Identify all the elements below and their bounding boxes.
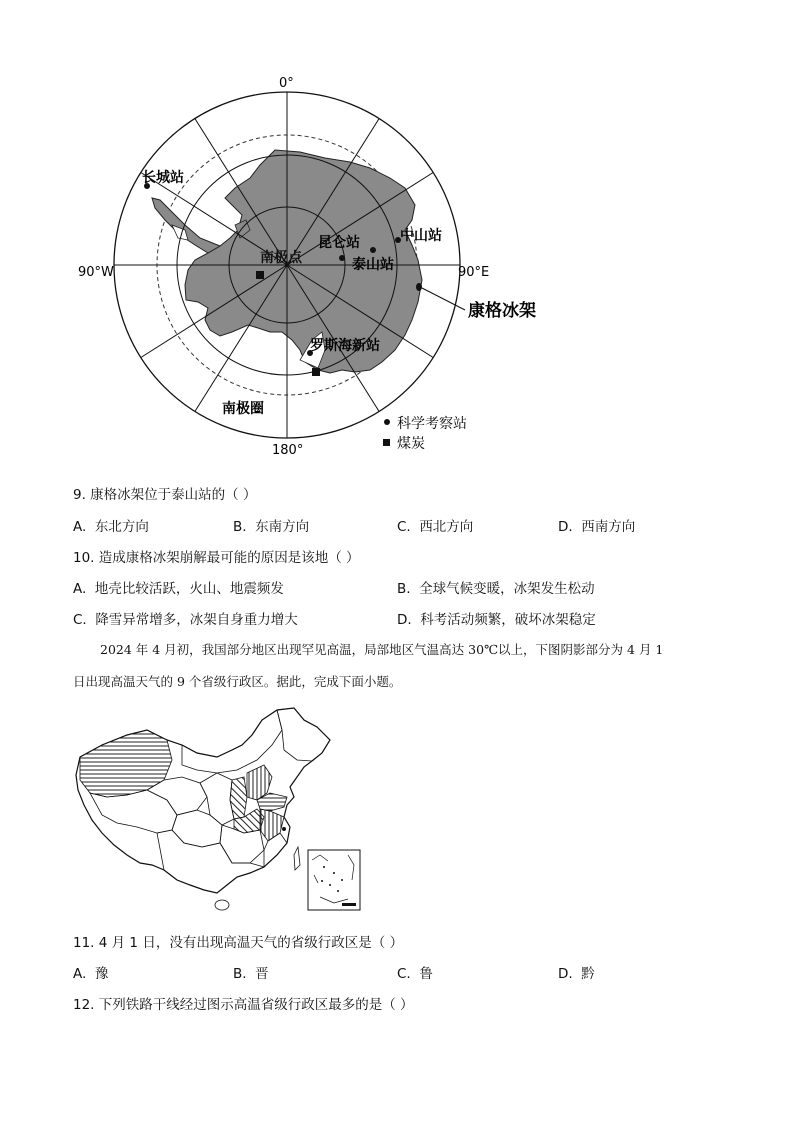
label-changcheng: 长城站 bbox=[142, 170, 184, 186]
option-text: 降雪异常增多，冰架自身重力增大 bbox=[95, 612, 298, 628]
option-text: 晋 bbox=[255, 966, 269, 982]
legend-coal-label: 煤炭 bbox=[397, 436, 425, 452]
kangge-marker bbox=[416, 283, 422, 291]
label-90e: 90°E bbox=[458, 265, 490, 280]
option-text: 黔 bbox=[581, 966, 595, 982]
station-dot-kunlun bbox=[339, 255, 345, 261]
legend-station-label: 科学考察站 bbox=[397, 416, 467, 432]
option-letter: B. bbox=[233, 519, 247, 535]
option-text: 全球气候变暖，冰架发生松动 bbox=[419, 581, 595, 597]
question-12-stem: 12. 下列铁路干线经过图示高温省级行政区最多的是（ ） bbox=[73, 997, 414, 1013]
question-10-stem: 10. 造成康格冰架崩解最可能的原因是该地（ ） bbox=[73, 550, 360, 566]
option-text: 东南方向 bbox=[255, 519, 310, 535]
label-antarctic-circle: 南极圈 bbox=[222, 401, 264, 417]
label-90w: 90°W bbox=[78, 265, 114, 280]
option-text: 地壳比较活跃，火山、地震频发 bbox=[94, 581, 284, 597]
question-9-stem: 9. 康格冰架位于泰山站的（ ） bbox=[73, 487, 257, 503]
china-outline bbox=[76, 708, 330, 893]
q9-option-b[interactable] bbox=[233, 515, 309, 535]
option-letter: C. bbox=[397, 519, 411, 535]
option-text: 西北方向 bbox=[419, 519, 474, 535]
q11-option-d[interactable] bbox=[558, 962, 595, 982]
option-text: 鲁 bbox=[419, 966, 433, 982]
question-11-stem: 11. 4 月 1 日，没有出现高温天气的省级行政区是（ ） bbox=[73, 935, 404, 951]
option-letter: A. bbox=[73, 581, 87, 597]
coal-marker bbox=[256, 271, 264, 279]
passage-line-2: 日出现高温天气的 9 个省级行政区。据此，完成下面小题。 bbox=[73, 674, 402, 689]
legend-coal-square bbox=[383, 439, 390, 446]
q11-option-c[interactable] bbox=[397, 962, 433, 982]
antarctic-peninsula bbox=[152, 198, 220, 253]
option-letter: C. bbox=[397, 966, 411, 982]
option-letter: D. bbox=[397, 612, 412, 628]
q11-option-a[interactable] bbox=[73, 962, 108, 982]
region-hainan bbox=[215, 900, 229, 910]
label-taishan: 泰山站 bbox=[352, 257, 394, 273]
option-text: 西南方向 bbox=[581, 519, 636, 535]
option-letter: B. bbox=[397, 581, 411, 597]
option-letter: C. bbox=[73, 612, 87, 628]
station-dot-taishan bbox=[370, 247, 376, 253]
label-luosihai: 罗斯海新站 bbox=[310, 338, 380, 354]
label-south-pole: 南极点 bbox=[260, 250, 302, 266]
label-kangge: 康格冰架 bbox=[468, 301, 536, 321]
q9-option-d[interactable] bbox=[558, 515, 635, 535]
label-0-degree: 0° bbox=[279, 76, 294, 91]
coal-marker bbox=[312, 368, 320, 376]
china-map bbox=[72, 705, 372, 915]
label-zhongshan: 中山站 bbox=[400, 228, 442, 244]
option-text: 科考活动频繁，破坏冰架稳定 bbox=[420, 612, 596, 628]
antarctica-map bbox=[60, 70, 580, 470]
option-letter: D. bbox=[558, 519, 573, 535]
option-text: 东北方向 bbox=[94, 519, 149, 535]
passage-line-1: 2024 年 4 月初，我国部分地区出现罕见高温，局部地区气温高达 30℃以上，下图阴影部分为 4 月 1 bbox=[100, 642, 664, 657]
q11-option-b[interactable] bbox=[233, 962, 269, 982]
label-180-degree: 180° bbox=[272, 443, 304, 458]
legend-station-dot bbox=[384, 419, 390, 425]
option-letter: D. bbox=[558, 966, 573, 982]
option-text: 豫 bbox=[94, 966, 109, 982]
q10-option-c[interactable] bbox=[73, 608, 298, 628]
q10-option-b[interactable] bbox=[397, 577, 595, 597]
inset-scale-bar bbox=[342, 903, 356, 906]
q9-option-a[interactable] bbox=[73, 515, 149, 535]
q9-option-c[interactable] bbox=[397, 515, 473, 535]
q10-option-a[interactable] bbox=[73, 577, 284, 597]
region-taiwan bbox=[294, 847, 300, 870]
option-letter: B. bbox=[233, 966, 247, 982]
option-letter: A. bbox=[73, 519, 87, 535]
city-marker bbox=[282, 827, 286, 831]
q10-option-d[interactable] bbox=[397, 608, 596, 628]
label-kunlun: 昆仑站 bbox=[318, 235, 360, 251]
option-letter: A. bbox=[73, 966, 87, 982]
